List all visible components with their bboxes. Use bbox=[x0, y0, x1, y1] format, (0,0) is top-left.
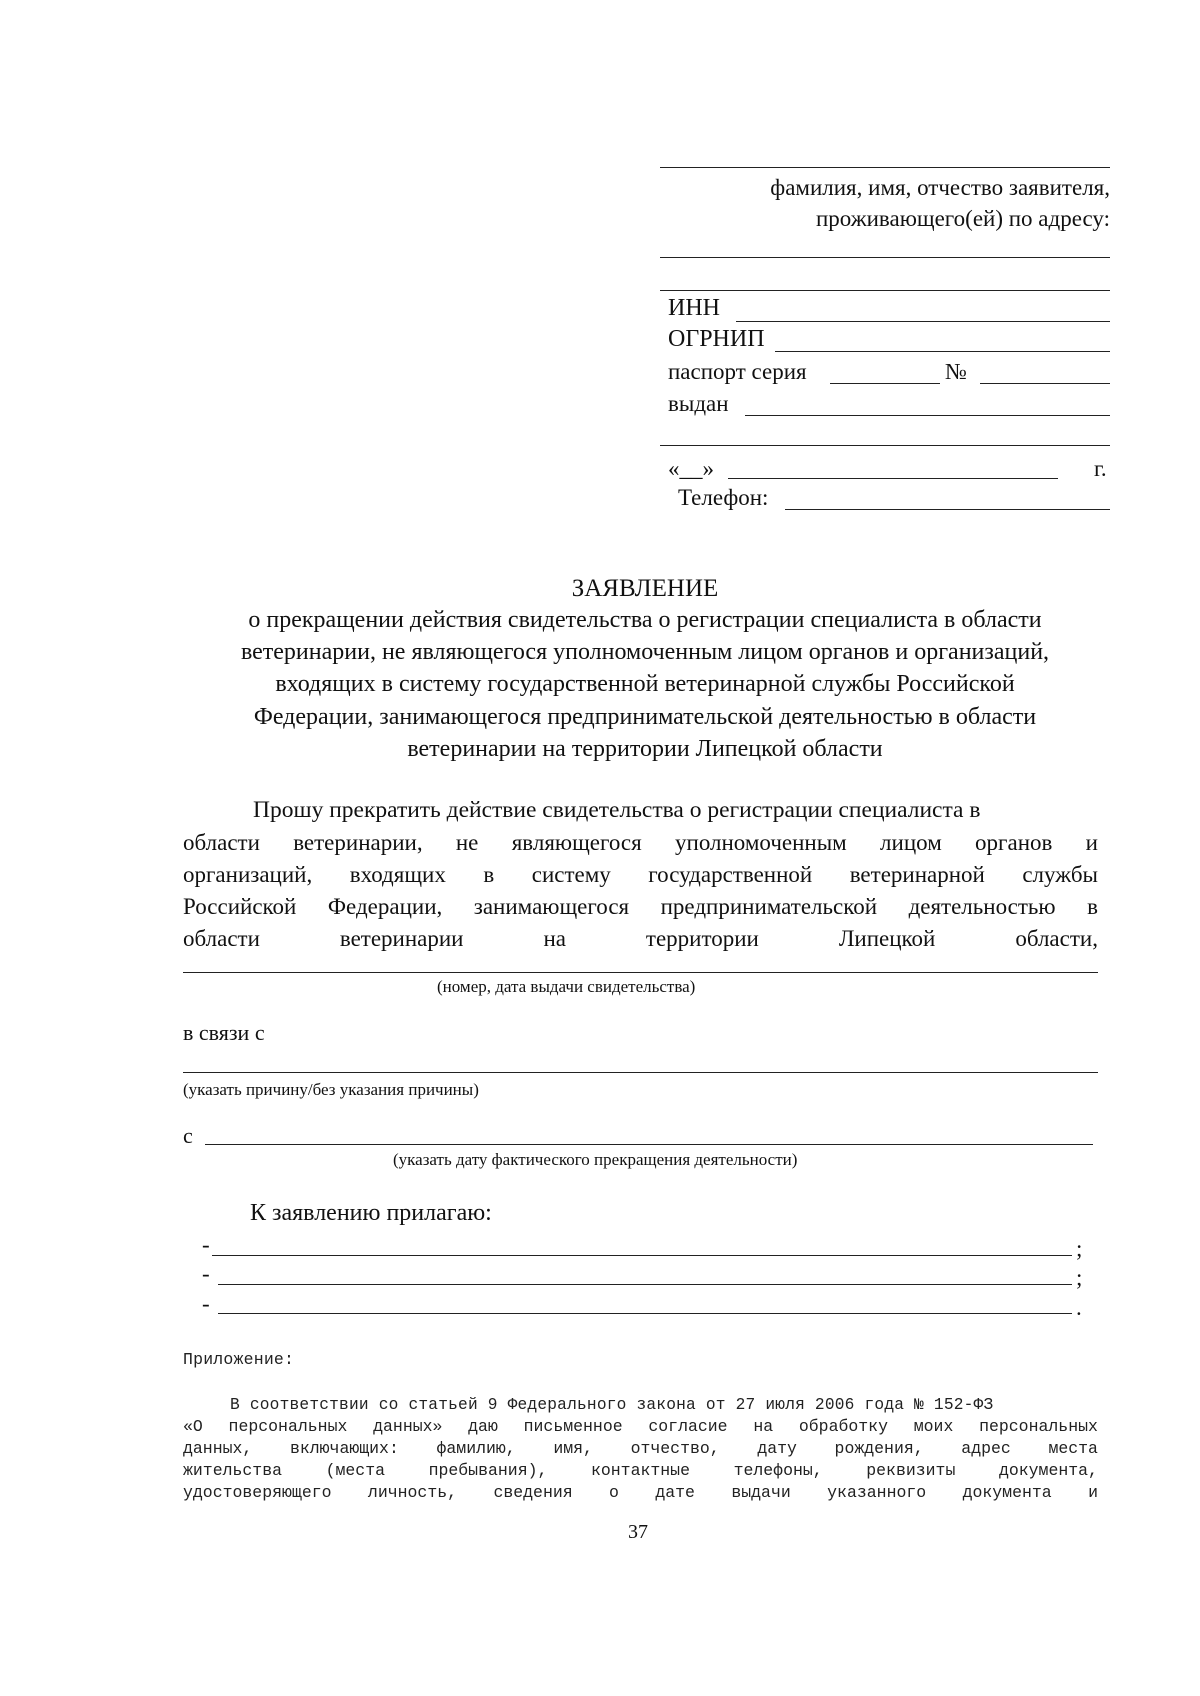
reason-label: в связи с bbox=[183, 1020, 265, 1045]
attachment-dash-3: - bbox=[202, 1291, 210, 1316]
consent-word: документа bbox=[962, 1483, 1052, 1502]
attachment-end-1: ; bbox=[1076, 1236, 1083, 1261]
consent-word: о bbox=[609, 1483, 619, 1502]
consent-word: сведения bbox=[493, 1483, 573, 1502]
consent-word: личность, bbox=[367, 1483, 458, 1502]
consent-line-2 bbox=[183, 1419, 1098, 1436]
request-word: на bbox=[543, 926, 566, 951]
issue-date-day: «__» bbox=[668, 456, 714, 481]
request-word: в bbox=[1087, 894, 1098, 919]
appendix-label: Приложение: bbox=[183, 1350, 295, 1369]
consent-word: дату bbox=[757, 1439, 797, 1458]
attachment-end-3: . bbox=[1076, 1295, 1082, 1320]
consent-line-4 bbox=[183, 1463, 1098, 1480]
consent-line-5 bbox=[183, 1485, 1098, 1502]
consent-word: пребывания), bbox=[428, 1461, 548, 1480]
request-word: области bbox=[183, 926, 260, 951]
consent-word: выдачи bbox=[731, 1483, 791, 1502]
request-word: не bbox=[455, 830, 479, 855]
request-word: государственной bbox=[648, 862, 813, 887]
address-line-2[interactable] bbox=[660, 290, 1110, 291]
consent-word: моих bbox=[913, 1417, 954, 1436]
attachment-dash-1: - bbox=[202, 1232, 210, 1257]
request-line-2 bbox=[183, 831, 1098, 854]
request-word: занимающегося bbox=[473, 894, 630, 919]
phone-field[interactable] bbox=[785, 509, 1110, 510]
request-word: в bbox=[483, 862, 495, 887]
issue-date-year-suffix: г. bbox=[1094, 456, 1107, 481]
address-line-1[interactable] bbox=[660, 257, 1110, 258]
request-word: деятельностью bbox=[908, 894, 1056, 919]
request-word: Липецкой bbox=[838, 926, 936, 951]
consent-word: фамилию, bbox=[436, 1439, 516, 1458]
request-word: ветеринарной bbox=[849, 862, 985, 887]
request-word: Российской bbox=[183, 894, 297, 919]
consent-word: даю bbox=[468, 1417, 498, 1436]
request-line-1: Прошу прекратить действие свидетельства о регистрации специалиста в bbox=[253, 797, 981, 823]
consent-word: документа, bbox=[998, 1461, 1098, 1480]
passport-series-label: паспорт серия bbox=[668, 359, 807, 384]
consent-word: рождения, bbox=[834, 1439, 924, 1458]
applicant-name-line[interactable] bbox=[660, 167, 1110, 168]
since-caption: (указать дату фактического прекращения деятельности) bbox=[393, 1150, 798, 1169]
issued-field-2[interactable] bbox=[660, 445, 1110, 446]
request-line-3 bbox=[183, 863, 1098, 886]
request-word: территории bbox=[645, 926, 759, 951]
certificate-caption: (номер, дата выдачи свидетельства) bbox=[437, 977, 696, 996]
issued-field[interactable] bbox=[745, 415, 1110, 416]
consent-word: дате bbox=[655, 1483, 695, 1502]
consent-word: включающих: bbox=[289, 1439, 399, 1458]
request-word: входящих bbox=[349, 862, 446, 887]
request-word: систему bbox=[531, 862, 611, 887]
phone-label: Телефон: bbox=[678, 485, 769, 510]
attachment-field-2[interactable] bbox=[218, 1284, 1072, 1285]
consent-word: жительства bbox=[183, 1461, 283, 1480]
page-number: 37 bbox=[628, 1521, 648, 1543]
since-label: с bbox=[183, 1123, 193, 1148]
request-word: Федерации, bbox=[327, 894, 443, 919]
title-line-1: о прекращении действия свидетельства о регистрации специалиста в области bbox=[248, 607, 1042, 633]
consent-word: персональных bbox=[979, 1417, 1098, 1436]
request-line-5 bbox=[183, 927, 1098, 950]
consent-word: «О bbox=[183, 1417, 203, 1436]
attachment-dash-2: - bbox=[202, 1261, 210, 1286]
consent-word: контактные bbox=[590, 1461, 690, 1480]
document-title: ЗАЯВЛЕНИЕ bbox=[571, 575, 719, 602]
request-word: предпринимательской bbox=[660, 894, 878, 919]
request-word: ветеринарии, bbox=[293, 830, 423, 855]
consent-word: данных» bbox=[373, 1417, 443, 1436]
consent-word: места bbox=[1048, 1439, 1098, 1458]
consent-word: реквизиты bbox=[866, 1461, 956, 1480]
consent-word: на bbox=[753, 1417, 774, 1436]
request-line-4 bbox=[183, 895, 1098, 918]
consent-word: персональных bbox=[228, 1417, 348, 1436]
ogrnip-field[interactable] bbox=[775, 351, 1110, 352]
inn-label: ИНН bbox=[668, 295, 720, 321]
title-line-4: Федерации, занимающегося предпринимательской деятельностью в области bbox=[253, 704, 1037, 730]
passport-number-field[interactable] bbox=[980, 383, 1110, 384]
issue-date-field[interactable] bbox=[728, 478, 1058, 479]
request-word: лицом bbox=[880, 830, 942, 855]
request-word: области, bbox=[1015, 926, 1098, 951]
applicant-caption-1: фамилия, имя, отчество заявителя, bbox=[770, 175, 1110, 200]
applicant-caption-2: проживающего(ей) по адресу: bbox=[816, 206, 1110, 231]
certificate-number-field[interactable] bbox=[183, 972, 1098, 973]
consent-line-1: В соответствии со статьей 9 Федерального закона от 27 июля 2006 года № 152-ФЗ bbox=[230, 1396, 994, 1414]
consent-word: указанного bbox=[827, 1483, 927, 1502]
attachment-field-3[interactable] bbox=[218, 1313, 1072, 1314]
consent-word: адрес bbox=[961, 1439, 1011, 1458]
request-word: уполномоченным bbox=[675, 830, 847, 855]
consent-word: (места bbox=[325, 1461, 386, 1480]
issued-label: выдан bbox=[668, 391, 729, 416]
consent-word: согласие bbox=[648, 1417, 728, 1436]
ogrnip-label: ОГРНИП bbox=[668, 326, 765, 352]
consent-word: и bbox=[1088, 1483, 1098, 1502]
reason-caption: (указать причину/без указания причины) bbox=[183, 1080, 479, 1099]
reason-field[interactable] bbox=[183, 1072, 1098, 1073]
request-word: организаций, bbox=[183, 862, 313, 887]
title-line-3: входящих в систему государственной ветеринарной службы Российской bbox=[275, 671, 1015, 697]
consent-line-3 bbox=[183, 1441, 1098, 1458]
consent-word: телефоны, bbox=[733, 1461, 823, 1480]
consent-word: удостоверяющего bbox=[183, 1483, 332, 1502]
since-date-field[interactable] bbox=[205, 1144, 1093, 1145]
consent-word: отчество, bbox=[630, 1439, 720, 1458]
request-word: ветеринарии bbox=[339, 926, 464, 951]
request-word: службы bbox=[1022, 862, 1098, 887]
request-word: являющегося bbox=[511, 830, 642, 855]
inn-field[interactable] bbox=[736, 321, 1110, 322]
attachment-field-1[interactable] bbox=[212, 1255, 1072, 1256]
consent-word: данных, bbox=[183, 1439, 253, 1458]
attachment-end-2: ; bbox=[1076, 1265, 1083, 1290]
consent-word: имя, bbox=[553, 1439, 593, 1458]
title-line-2: ветеринарии, не являющегося уполномоченным лицом органов и организаций, bbox=[240, 639, 1050, 665]
request-word: области bbox=[183, 830, 260, 855]
passport-number-sign: № bbox=[945, 359, 967, 384]
request-word: органов bbox=[975, 830, 1053, 855]
title-line-5: ветеринарии на территории Липецкой области bbox=[407, 736, 883, 762]
request-word: и bbox=[1085, 830, 1098, 855]
attachments-label: К заявлению прилагаю: bbox=[250, 1200, 492, 1226]
passport-series-field[interactable] bbox=[830, 383, 940, 384]
consent-word: обработку bbox=[798, 1417, 888, 1436]
consent-word: письменное bbox=[523, 1417, 623, 1436]
